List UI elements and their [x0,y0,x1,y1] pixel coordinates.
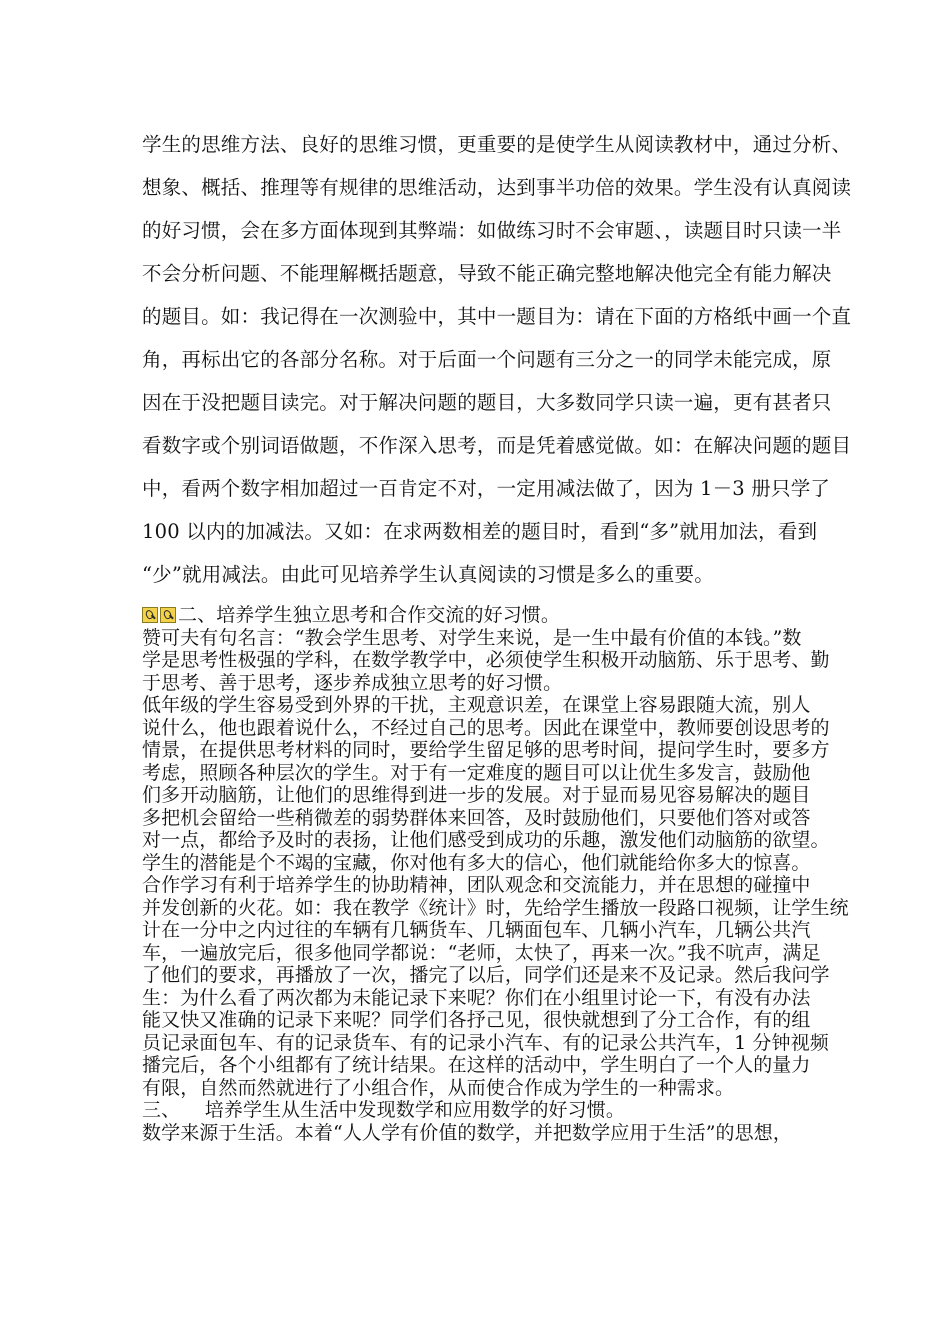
text-line: 想象、概括、推理等有规律的思维活动，达到事半功倍的效果。学生没有认真阅读 [142,176,852,199]
section-heading [142,604,810,627]
text-line: 中，看两个数字相加超过一百肯定不对，一定用减法做了，因为 1－3 册只学了 [142,477,831,500]
text-line: 看数字或个别词语做题，不作深入思考，而是凭着感觉做。如：在解决问题的题目 [142,434,852,457]
text-line: 并发创新的火花。如：我在教学《统计》时，先给学生播放一段路口视频，让学生统 [142,896,849,919]
text-line: 说什么，他也跟着说什么，不经过自己的思考。因此在课堂中，教师要创设思考的 [142,716,830,739]
text-line: 对一点，都给予及时的表扬，让他们感受到成功的乐趣，激发他们动脑筋的欲望。 [142,829,830,851]
text-line: 了他们的要求，再播放了一次，播完了以后，同学们还是来不及记录。然后我问学 [142,964,830,986]
text-line: 车，一遍放完后，很多他同学都说：“老师，太快了，再来一次。”我不吭声，满足 [142,941,821,964]
text-line: 角，再标出它的各部分名称。对于后面一个问题有三分之一的同学未能完成，原 [142,348,832,371]
text-line: 赞可夫有句名言：“教会学生思考、对学生来说，是一生中最有价值的本钱。”数 [142,626,802,649]
text-line: 不会分析问题、不能理解概括题意，导致不能正确完整地解决他完全有能力解决 [142,262,832,285]
text-line: 多把机会留给一些稍微差的弱势群体来回答，及时鼓励他们，只要他们答对或答 [142,806,811,829]
section-heading-text: 二、培养学生独立思考和合作交流的好习惯。 [178,604,561,626]
text-line: 数学来源于生活。本着“人人学有价值的数学，并把数学应用于生活”的思想， [142,1121,792,1144]
text-line: “少”就用减法。由此可见培养学生认真阅读的习惯是多么的重要。 [142,563,714,586]
text-line: 计在一分中之内过往的车辆有几辆货车、几辆面包车、几辆小汽车，几辆公共汽 [142,919,811,941]
text-line: 考虑，照顾各种层次的学生。对于有一定难度的题目可以让优生多发言，鼓励他 [142,761,811,784]
text-line: 的好习惯，会在多方面体现到其弊端：如做练习时不会审题、，读题目时只读一半 [142,219,842,242]
marker-icon [160,607,176,623]
paragraph-reading-habits [142,123,852,596]
text-line: 员记录面包车、有的记录货车、有的记录小汽车、有的记录公共汽车，1 分钟视频 [142,1031,829,1054]
text-line: 有限，自然而然就进行了小组合作，从而使合作成为学生的一种需求。 [142,1076,735,1099]
text-line: 低年级的学生容易受到外界的干扰，主观意识差，在课堂上容易跟随大流，别人 [142,694,811,716]
text-line: 学生的潜能是个不竭的宝藏，你对他有多大的信心，他们就能给你多大的惊喜。 [142,851,811,874]
text-line: 于思考、善于思考，逐步养成独立思考的好习惯。 [142,671,563,694]
text-line: 的题目。如：我记得在一次测验中，其中一题目为：请在下面的方格纸中画一个直 [142,305,852,328]
text-line: 情景，在提供思考材料的同时，要给学生留足够的思考时间，提问学生时，要多方 [142,739,830,761]
text-line: 100 以内的加减法。又如：在求两数相差的题目时，看到“多”就用加法，看到 [142,520,818,543]
text-line: 合作学习有利于培养学生的协助精神，团队观念和交流能力，并在思想的碰撞中 [142,874,811,896]
text-line: 因在于没把题目读完。对于解决问题的题目，大多数同学只读一遍，更有甚者只 [142,391,832,414]
text-line: 学是思考性极强的学科，在数学教学中，必须使学生积极开动脑筋、乐于思考、勤 [142,649,830,671]
section-three-heading: 三、 培养学生从生活中发现数学和应用数学的好习惯。 [142,1099,625,1121]
marker-icon [142,607,158,623]
text-line: 能又快又准确的记录下来呢？同学们各抒己见，很快就想到了分工合作，有的组 [142,1009,811,1031]
text-line: 们多开动脑筋，让他们的思维得到进一步的发展。对于显而易见容易解决的题目 [142,784,811,806]
text-line: 播完后，各个小组都有了统计结果。在这样的活动中，学生明白了一个人的量力 [142,1054,811,1076]
text-line: 生：为什么看了两次都为未能记录下来呢？你们在小组里讨论一下，有没有办法 [142,986,811,1009]
text-line: 学生的思维方法、良好的思维习惯，更重要的是使学生从阅读教材中，通过分析、 [142,133,852,156]
section-independent-thinking [142,604,849,1144]
